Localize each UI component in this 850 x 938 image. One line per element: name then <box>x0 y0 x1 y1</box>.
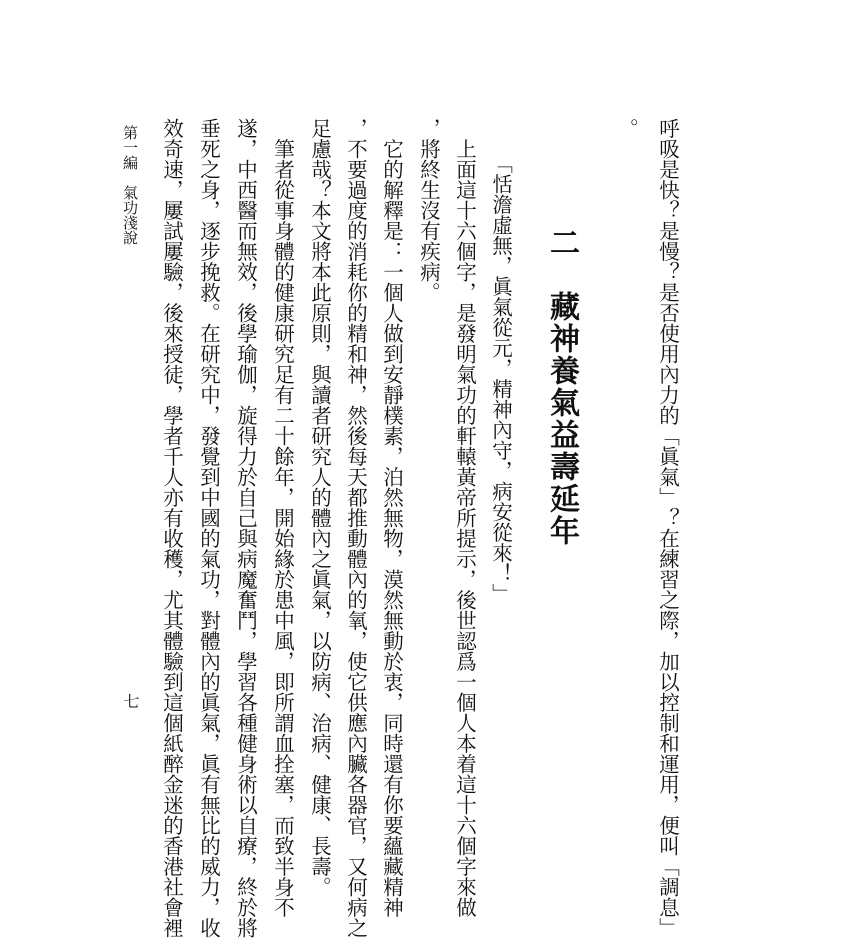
section-heading: 二 藏神養氣益壽延年 <box>544 227 579 547</box>
text-column-6: 它的解釋是：一個人做到安靜樸素，泊然無物，漠然無動於衷，同時還有你要蘊藏精神 <box>379 118 404 918</box>
text-column-7: ，不要過度的消耗你的精和神，然後每天都推動體內的氧，使它供應內臟各器官，又何病之 <box>343 118 368 938</box>
text-column-2: 。 <box>614 118 639 139</box>
text-column-11: 垂死之身，逐步挽救。在研究中，發覺到中國的氣功，對體內的眞氣，眞有無比的威力，收 <box>196 118 221 938</box>
running-footer: 第一編 氣功淺說 <box>121 125 139 245</box>
text-column-12: 效奇速，屢試屢驗，後來授徒，學者千人亦有收穫，尤其體驗到這個紙醉金迷的香港社會裡 <box>159 118 184 938</box>
text-column-1: 呼吸是快？是慢？是否使用內力的「眞氣」？在練習之際，加以控制和運用，便叫「調息」 <box>655 118 680 938</box>
page-number: 七 <box>121 693 140 709</box>
text-column-4: 上面這十六個字，是發明氣功的軒轅黃帝所提示，後世認爲一個人本着這十六個字來做 <box>452 118 477 918</box>
text-column-8: 足慮哉？本文將本此原則，與讀者研究人的體內之眞氣，以防病、治病、健康、長壽。 <box>307 118 332 897</box>
text-column-9: 筆者從事身體的健康研究足有二十餘年，開始緣於患中風，即所謂血拴塞，而致半身不 <box>270 118 295 918</box>
text-column-10: 遂，中西醫而無效，後學瑜伽，旋得力於自己與病魔奮鬥，學習各種健身術以自療，終於將 <box>233 118 258 938</box>
quote-column: 「恬澹虛無，眞氣從元，精神內守，病安從來！」 <box>488 153 513 604</box>
text-column-5: ，將終生沒有疾病。 <box>416 118 441 303</box>
